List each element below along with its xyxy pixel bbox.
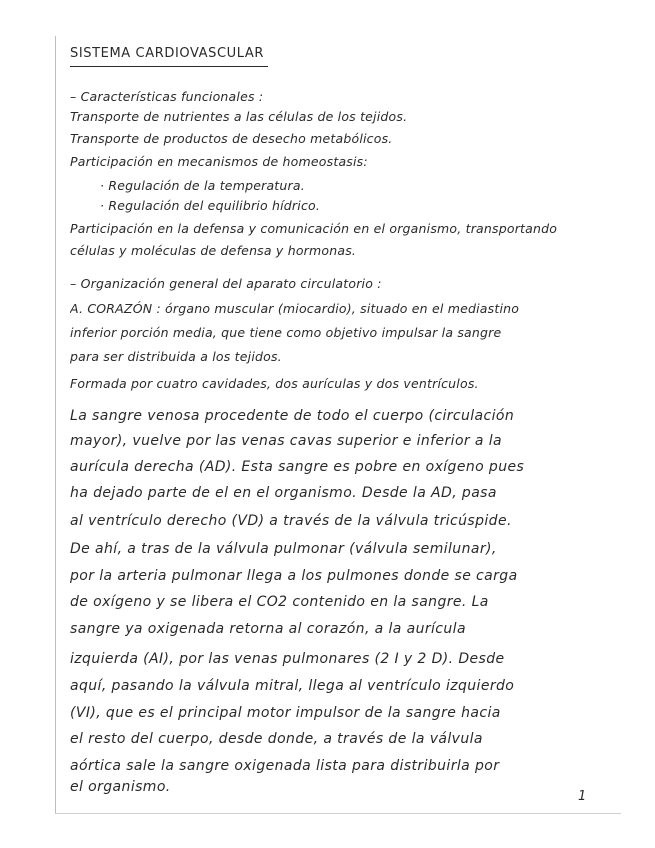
- circulation-line: ha dejado parte de el en el organismo. Desde la AD, pasa: [70, 485, 497, 501]
- feature-line: Transporte de productos de desecho metabólicos.: [70, 131, 393, 146]
- circulation-line: mayor), vuelve por las venas cavas superior e inferior a la: [70, 433, 503, 449]
- page-number: 1: [578, 789, 587, 804]
- circulation-line: aquí, pasando la válvula mitral, llega al ventrículo izquierdo: [70, 678, 515, 694]
- circulation-line: aurícula derecha (AD). Esta sangre es pobre en oxígeno pues: [70, 459, 525, 475]
- homeostasis-bullet: · Regulación de la temperatura.: [100, 178, 305, 193]
- circulation-line: La sangre venosa procedente de todo el cuerpo (circulación: [70, 408, 515, 424]
- circulation-line: (VI), que es el principal motor impulsor de la sangre hacia: [70, 705, 501, 721]
- corazon-line: para ser distribuida a los tejidos.: [70, 349, 282, 364]
- circulation-line: aórtica sale la sangre oxigenada lista para distribuirla por: [70, 758, 500, 774]
- corazon-line: inferior porción media, que tiene como objetivo impulsar la sangre: [70, 325, 502, 340]
- page-margin-line: [55, 36, 56, 814]
- circulation-line: sangre ya oxigenada retorna al corazón, a la aurícula: [70, 621, 466, 637]
- circulation-line: por la arteria pulmonar llega a los pulmones donde se carga: [70, 568, 518, 584]
- features-heading: – Características funcionales :: [70, 89, 264, 104]
- organization-heading: – Organización general del aparato circulatorio :: [70, 276, 382, 291]
- feature-line: Participación en mecanismos de homeostasis:: [70, 154, 368, 169]
- circulation-line: de oxígeno y se libera el CO2 contenido en la sangre. La: [70, 594, 489, 610]
- circulation-line: al ventrículo derecho (VD) a través de la válvula tricúspide.: [70, 513, 512, 529]
- circulation-line: el organismo.: [70, 779, 171, 795]
- circulation-line: el resto del cuerpo, desde donde, a través de la válvula: [70, 731, 483, 747]
- defense-line: células y moléculas de defensa y hormonas.: [70, 243, 357, 258]
- homeostasis-bullet: · Regulación del equilibrio hídrico.: [100, 198, 321, 213]
- circulation-line: izquierda (AI), por las venas pulmonares (2 I y 2 D). Desde: [70, 651, 505, 667]
- circulation-line: De ahí, a tras de la válvula pulmonar (válvula semilunar),: [70, 541, 497, 557]
- page-title: SISTEMA CARDIOVASCULAR: [70, 46, 265, 61]
- title-underline: [70, 66, 268, 67]
- corazon-line: Formada por cuatro cavidades, dos aurículas y dos ventrículos.: [70, 376, 479, 391]
- page-bottom-edge: [55, 813, 621, 814]
- feature-line: Transporte de nutrientes a las células de los tejidos.: [70, 109, 408, 124]
- corazon-line: A. CORAZÓN : órgano muscular (miocardio), situado en el mediastino: [70, 301, 520, 316]
- defense-line: Participación en la defensa y comunicación en el organismo, transportando: [70, 221, 558, 236]
